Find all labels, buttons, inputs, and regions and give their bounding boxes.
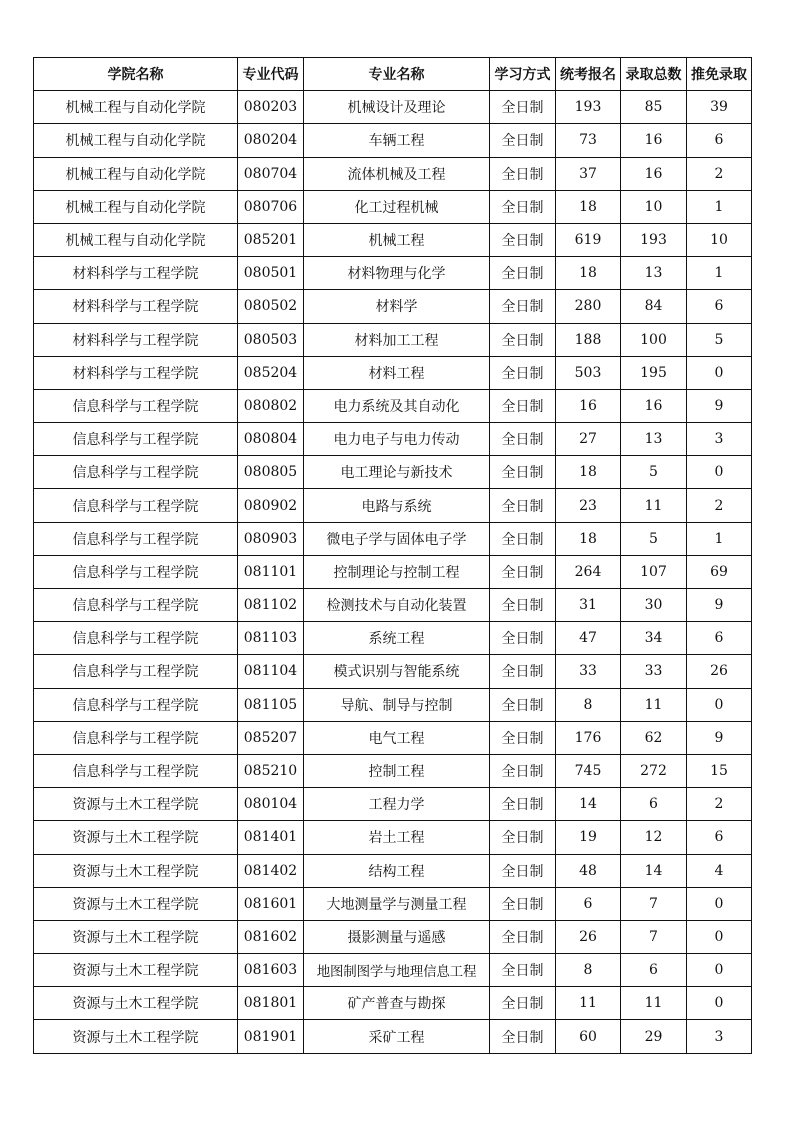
cell-study-mode: 全日制 xyxy=(490,1020,556,1053)
cell-exam-applicants: 18 xyxy=(556,190,621,223)
table-row xyxy=(34,887,752,920)
table-row xyxy=(34,257,752,290)
table-row xyxy=(34,1020,752,1053)
cell-college: 信息科学与工程学院 xyxy=(34,688,238,721)
cell-total-admitted: 193 xyxy=(621,223,687,256)
cell-study-mode: 全日制 xyxy=(490,721,556,754)
cell-total-admitted: 85 xyxy=(621,91,687,124)
cell-exam-applicants: 73 xyxy=(556,124,621,157)
cell-major-name: 流体机械及工程 xyxy=(304,157,490,190)
cell-major-name: 电力电子与电力传动 xyxy=(304,423,490,456)
cell-exam-applicants: 23 xyxy=(556,489,621,522)
cell-major-code: 085201 xyxy=(238,223,304,256)
cell-exempt-admitted: 9 xyxy=(687,721,752,754)
cell-study-mode: 全日制 xyxy=(490,91,556,124)
cell-exam-applicants: 60 xyxy=(556,1020,621,1053)
cell-study-mode: 全日制 xyxy=(490,688,556,721)
cell-study-mode: 全日制 xyxy=(490,854,556,887)
cell-major-code: 080501 xyxy=(238,257,304,290)
cell-total-admitted: 100 xyxy=(621,323,687,356)
cell-exempt-admitted: 6 xyxy=(687,821,752,854)
cell-exam-applicants: 27 xyxy=(556,423,621,456)
cell-exempt-admitted: 26 xyxy=(687,655,752,688)
cell-exempt-admitted: 5 xyxy=(687,323,752,356)
cell-exempt-admitted: 0 xyxy=(687,887,752,920)
cell-college: 资源与土木工程学院 xyxy=(34,854,238,887)
cell-total-admitted: 33 xyxy=(621,655,687,688)
table-row xyxy=(34,157,752,190)
cell-study-mode: 全日制 xyxy=(490,323,556,356)
cell-exempt-admitted: 6 xyxy=(687,290,752,323)
cell-major-code: 081603 xyxy=(238,954,304,987)
cell-total-admitted: 84 xyxy=(621,290,687,323)
cell-total-admitted: 62 xyxy=(621,721,687,754)
cell-total-admitted: 16 xyxy=(621,389,687,422)
cell-study-mode: 全日制 xyxy=(490,522,556,555)
header-college: 学院名称 xyxy=(34,58,238,91)
cell-study-mode: 全日制 xyxy=(490,887,556,920)
table-row xyxy=(34,754,752,787)
cell-major-code: 081101 xyxy=(238,555,304,588)
cell-major-name: 材料工程 xyxy=(304,356,490,389)
cell-exam-applicants: 19 xyxy=(556,821,621,854)
cell-total-admitted: 6 xyxy=(621,788,687,821)
cell-major-code: 081601 xyxy=(238,887,304,920)
cell-total-admitted: 5 xyxy=(621,522,687,555)
cell-exam-applicants: 18 xyxy=(556,522,621,555)
cell-exempt-admitted: 9 xyxy=(687,589,752,622)
cell-major-code: 081401 xyxy=(238,821,304,854)
cell-major-name: 电路与系统 xyxy=(304,489,490,522)
cell-major-code: 081103 xyxy=(238,622,304,655)
cell-study-mode: 全日制 xyxy=(490,655,556,688)
table-row xyxy=(34,522,752,555)
cell-exempt-admitted: 1 xyxy=(687,522,752,555)
cell-total-admitted: 10 xyxy=(621,190,687,223)
cell-college: 材料科学与工程学院 xyxy=(34,257,238,290)
cell-exam-applicants: 26 xyxy=(556,920,621,953)
cell-major-name: 微电子学与固体电子学 xyxy=(304,522,490,555)
cell-major-name: 化工过程机械 xyxy=(304,190,490,223)
cell-study-mode: 全日制 xyxy=(490,290,556,323)
cell-college: 资源与土木工程学院 xyxy=(34,954,238,987)
cell-major-name: 材料学 xyxy=(304,290,490,323)
cell-exempt-admitted: 9 xyxy=(687,389,752,422)
cell-college: 信息科学与工程学院 xyxy=(34,754,238,787)
cell-study-mode: 全日制 xyxy=(490,157,556,190)
cell-major-name: 工程力学 xyxy=(304,788,490,821)
cell-major-name: 材料物理与化学 xyxy=(304,257,490,290)
cell-exam-applicants: 18 xyxy=(556,456,621,489)
cell-major-code: 080203 xyxy=(238,91,304,124)
cell-total-admitted: 11 xyxy=(621,688,687,721)
cell-exam-applicants: 8 xyxy=(556,688,621,721)
cell-exam-applicants: 188 xyxy=(556,323,621,356)
cell-major-code: 085204 xyxy=(238,356,304,389)
cell-study-mode: 全日制 xyxy=(490,257,556,290)
table-row xyxy=(34,589,752,622)
cell-major-name: 导航、制导与控制 xyxy=(304,688,490,721)
cell-exam-applicants: 47 xyxy=(556,622,621,655)
cell-major-code: 085207 xyxy=(238,721,304,754)
cell-exempt-admitted: 2 xyxy=(687,157,752,190)
table-row xyxy=(34,920,752,953)
cell-exam-applicants: 176 xyxy=(556,721,621,754)
admission-table-container xyxy=(33,57,752,1054)
table-row xyxy=(34,356,752,389)
cell-study-mode: 全日制 xyxy=(490,555,556,588)
cell-exempt-admitted: 0 xyxy=(687,954,752,987)
cell-major-name: 电力系统及其自动化 xyxy=(304,389,490,422)
cell-college: 信息科学与工程学院 xyxy=(34,423,238,456)
cell-college: 信息科学与工程学院 xyxy=(34,489,238,522)
cell-major-code: 081602 xyxy=(238,920,304,953)
table-row xyxy=(34,854,752,887)
cell-exam-applicants: 280 xyxy=(556,290,621,323)
cell-major-code: 081102 xyxy=(238,589,304,622)
cell-major-code: 080706 xyxy=(238,190,304,223)
cell-major-name: 矿产普查与勘探 xyxy=(304,987,490,1020)
cell-college: 机械工程与自动化学院 xyxy=(34,223,238,256)
cell-exempt-admitted: 0 xyxy=(687,688,752,721)
cell-exam-applicants: 31 xyxy=(556,589,621,622)
cell-study-mode: 全日制 xyxy=(490,987,556,1020)
table-row xyxy=(34,223,752,256)
cell-major-code: 080804 xyxy=(238,423,304,456)
cell-major-code: 080805 xyxy=(238,456,304,489)
cell-college: 机械工程与自动化学院 xyxy=(34,190,238,223)
cell-major-code: 080104 xyxy=(238,788,304,821)
cell-total-admitted: 30 xyxy=(621,589,687,622)
cell-major-name: 车辆工程 xyxy=(304,124,490,157)
header-exempt-admitted: 推免录取 xyxy=(687,58,752,91)
cell-total-admitted: 12 xyxy=(621,821,687,854)
header-total-admitted: 录取总数 xyxy=(621,58,687,91)
cell-college: 机械工程与自动化学院 xyxy=(34,124,238,157)
cell-college: 材料科学与工程学院 xyxy=(34,323,238,356)
cell-major-code: 085210 xyxy=(238,754,304,787)
cell-study-mode: 全日制 xyxy=(490,489,556,522)
cell-college: 机械工程与自动化学院 xyxy=(34,157,238,190)
cell-exempt-admitted: 1 xyxy=(687,190,752,223)
table-row xyxy=(34,389,752,422)
cell-major-code: 081402 xyxy=(238,854,304,887)
cell-major-name: 机械设计及理论 xyxy=(304,91,490,124)
cell-exam-applicants: 33 xyxy=(556,655,621,688)
cell-study-mode: 全日制 xyxy=(490,223,556,256)
cell-exempt-admitted: 2 xyxy=(687,489,752,522)
cell-total-admitted: 195 xyxy=(621,356,687,389)
table-row xyxy=(34,788,752,821)
table-row xyxy=(34,688,752,721)
cell-major-name: 检测技术与自动化装置 xyxy=(304,589,490,622)
cell-major-name: 材料加工工程 xyxy=(304,323,490,356)
cell-major-code: 080902 xyxy=(238,489,304,522)
cell-major-name: 电工理论与新技术 xyxy=(304,456,490,489)
cell-exam-applicants: 14 xyxy=(556,788,621,821)
table-row xyxy=(34,489,752,522)
cell-exempt-admitted: 4 xyxy=(687,854,752,887)
cell-college: 信息科学与工程学院 xyxy=(34,456,238,489)
cell-study-mode: 全日制 xyxy=(490,423,556,456)
cell-major-code: 080802 xyxy=(238,389,304,422)
cell-major-code: 080204 xyxy=(238,124,304,157)
cell-college: 材料科学与工程学院 xyxy=(34,356,238,389)
table-row xyxy=(34,954,752,987)
table-row xyxy=(34,323,752,356)
cell-major-code: 080704 xyxy=(238,157,304,190)
cell-college: 信息科学与工程学院 xyxy=(34,622,238,655)
cell-exam-applicants: 8 xyxy=(556,954,621,987)
cell-study-mode: 全日制 xyxy=(490,190,556,223)
cell-total-admitted: 5 xyxy=(621,456,687,489)
table-row xyxy=(34,721,752,754)
cell-total-admitted: 14 xyxy=(621,854,687,887)
cell-exam-applicants: 16 xyxy=(556,389,621,422)
cell-major-name: 系统工程 xyxy=(304,622,490,655)
cell-major-code: 081105 xyxy=(238,688,304,721)
cell-college: 材料科学与工程学院 xyxy=(34,290,238,323)
cell-college: 资源与土木工程学院 xyxy=(34,887,238,920)
cell-major-name: 岩土工程 xyxy=(304,821,490,854)
table-row xyxy=(34,987,752,1020)
cell-study-mode: 全日制 xyxy=(490,389,556,422)
cell-study-mode: 全日制 xyxy=(490,456,556,489)
cell-study-mode: 全日制 xyxy=(490,622,556,655)
cell-study-mode: 全日制 xyxy=(490,754,556,787)
cell-major-name: 摄影测量与遥感 xyxy=(304,920,490,953)
cell-major-name: 地图制图学与地理信息工程 xyxy=(304,954,490,987)
cell-exempt-admitted: 3 xyxy=(687,1020,752,1053)
cell-college: 机械工程与自动化学院 xyxy=(34,91,238,124)
cell-exam-applicants: 11 xyxy=(556,987,621,1020)
cell-total-admitted: 11 xyxy=(621,987,687,1020)
cell-exempt-admitted: 0 xyxy=(687,356,752,389)
cell-exam-applicants: 48 xyxy=(556,854,621,887)
cell-exam-applicants: 6 xyxy=(556,887,621,920)
cell-college: 资源与土木工程学院 xyxy=(34,788,238,821)
cell-exempt-admitted: 1 xyxy=(687,257,752,290)
cell-major-name: 控制理论与控制工程 xyxy=(304,555,490,588)
cell-exempt-admitted: 10 xyxy=(687,223,752,256)
table-row xyxy=(34,290,752,323)
cell-major-name: 机械工程 xyxy=(304,223,490,256)
cell-college: 信息科学与工程学院 xyxy=(34,589,238,622)
cell-exempt-admitted: 6 xyxy=(687,622,752,655)
cell-exempt-admitted: 39 xyxy=(687,91,752,124)
cell-study-mode: 全日制 xyxy=(490,788,556,821)
table-header-row xyxy=(34,58,752,91)
table-body xyxy=(34,91,752,1053)
table-row xyxy=(34,655,752,688)
table-row xyxy=(34,190,752,223)
cell-total-admitted: 34 xyxy=(621,622,687,655)
cell-exam-applicants: 193 xyxy=(556,91,621,124)
cell-major-code: 080903 xyxy=(238,522,304,555)
cell-study-mode: 全日制 xyxy=(490,356,556,389)
cell-major-name: 大地测量学与测量工程 xyxy=(304,887,490,920)
cell-major-name: 电气工程 xyxy=(304,721,490,754)
cell-study-mode: 全日制 xyxy=(490,954,556,987)
cell-exam-applicants: 37 xyxy=(556,157,621,190)
table-row xyxy=(34,821,752,854)
cell-exempt-admitted: 6 xyxy=(687,124,752,157)
cell-exam-applicants: 264 xyxy=(556,555,621,588)
cell-exam-applicants: 503 xyxy=(556,356,621,389)
cell-exempt-admitted: 2 xyxy=(687,788,752,821)
cell-total-admitted: 6 xyxy=(621,954,687,987)
cell-exempt-admitted: 0 xyxy=(687,920,752,953)
cell-exam-applicants: 745 xyxy=(556,754,621,787)
cell-college: 信息科学与工程学院 xyxy=(34,655,238,688)
cell-exempt-admitted: 0 xyxy=(687,987,752,1020)
cell-college: 信息科学与工程学院 xyxy=(34,721,238,754)
cell-total-admitted: 7 xyxy=(621,920,687,953)
table-row xyxy=(34,91,752,124)
cell-exam-applicants: 619 xyxy=(556,223,621,256)
cell-college: 资源与土木工程学院 xyxy=(34,821,238,854)
table-row xyxy=(34,456,752,489)
cell-major-code: 080502 xyxy=(238,290,304,323)
cell-total-admitted: 107 xyxy=(621,555,687,588)
cell-study-mode: 全日制 xyxy=(490,920,556,953)
cell-study-mode: 全日制 xyxy=(490,821,556,854)
cell-exempt-admitted: 0 xyxy=(687,456,752,489)
cell-college: 信息科学与工程学院 xyxy=(34,555,238,588)
cell-college: 资源与土木工程学院 xyxy=(34,1020,238,1053)
cell-college: 资源与土木工程学院 xyxy=(34,987,238,1020)
cell-major-name: 控制工程 xyxy=(304,754,490,787)
cell-exempt-admitted: 69 xyxy=(687,555,752,588)
table-row xyxy=(34,622,752,655)
cell-college: 资源与土木工程学院 xyxy=(34,920,238,953)
header-exam-applicants: 统考报名 xyxy=(556,58,621,91)
header-study-mode: 学习方式 xyxy=(490,58,556,91)
table-row xyxy=(34,124,752,157)
cell-total-admitted: 272 xyxy=(621,754,687,787)
header-major-name: 专业名称 xyxy=(304,58,490,91)
cell-total-admitted: 13 xyxy=(621,257,687,290)
cell-study-mode: 全日制 xyxy=(490,124,556,157)
cell-major-name: 采矿工程 xyxy=(304,1020,490,1053)
header-major-code: 专业代码 xyxy=(238,58,304,91)
cell-total-admitted: 7 xyxy=(621,887,687,920)
cell-exam-applicants: 18 xyxy=(556,257,621,290)
table-row xyxy=(34,423,752,456)
cell-major-code: 080503 xyxy=(238,323,304,356)
cell-college: 信息科学与工程学院 xyxy=(34,522,238,555)
cell-total-admitted: 16 xyxy=(621,124,687,157)
cell-total-admitted: 13 xyxy=(621,423,687,456)
cell-major-code: 081901 xyxy=(238,1020,304,1053)
cell-total-admitted: 16 xyxy=(621,157,687,190)
cell-major-code: 081104 xyxy=(238,655,304,688)
cell-major-name: 结构工程 xyxy=(304,854,490,887)
cell-major-code: 081801 xyxy=(238,987,304,1020)
table-row xyxy=(34,555,752,588)
cell-college: 信息科学与工程学院 xyxy=(34,389,238,422)
cell-total-admitted: 29 xyxy=(621,1020,687,1053)
cell-total-admitted: 11 xyxy=(621,489,687,522)
admission-table xyxy=(33,57,752,1054)
cell-study-mode: 全日制 xyxy=(490,589,556,622)
cell-major-name: 模式识别与智能系统 xyxy=(304,655,490,688)
cell-exempt-admitted: 3 xyxy=(687,423,752,456)
cell-exempt-admitted: 15 xyxy=(687,754,752,787)
